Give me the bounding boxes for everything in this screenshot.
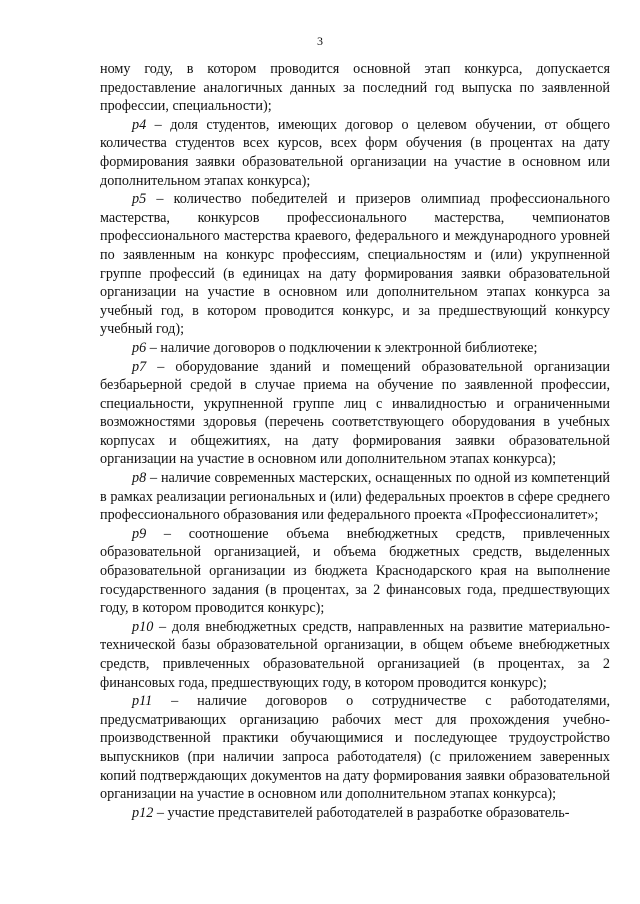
paragraph-p5 <box>100 190 610 339</box>
paragraph-p11 <box>100 692 610 804</box>
term-label: p7 <box>132 358 147 375</box>
paragraph-p4 <box>100 116 610 190</box>
paragraph-text: – участие представителей работодателей в разработке образователь- <box>153 804 570 821</box>
paragraph-text: – наличие современных мастерских, оснащенных по одной из компетенций в рамках реализации региональных и (или) федеральных проектов в сфере среднего профессионального образования или федерального проекта «Профессионалитет»; <box>100 470 610 524</box>
paragraph-text: – наличие договоров о сотрудничестве с работодателями, предусматривающих организацию рабочих мест для прохождения учебно-производственной практики обучающимися и последующее трудоустройство выпускников (при наличии запроса работодателя) (с приложением заверенных копий подтверждающих документов на дату формирования заявки образовательной организации на участие в основном или дополнительном этапах конкурса); <box>100 693 610 803</box>
continuation-paragraph: ному году, в котором проводится основной этап конкурса, допускается предоставление аналогичных данных за последний год выпуска по заявленной профессии, специальности); <box>100 61 610 115</box>
paragraph-text: – доля студентов, имеющих договор о целевом обучении, от общего количества студентов всех курсов, всех форм обучения (в процентах на дату формирования заявки образовательной организации на участие в основном или дополнительном этапах конкурса); <box>100 116 610 189</box>
paragraph-p9 <box>100 525 610 618</box>
term-label: p8 <box>132 470 147 487</box>
term-label: p4 <box>132 116 147 133</box>
paragraph-p8 <box>100 469 610 525</box>
paragraph-text: – количество победителей и призеров олимпиад профессионального мастерства, конкурсов профессионального мастерства, чемпионатов профессионального мастерства краевого, федерального и международного уровней по заявленным на конкурс профессиям, специальностям и (или) укрупненной группе профессий (в единицах на дату формирования заявки образовательной организации на участие в основном или дополнительном этапах конкурса за учебный год, в котором проводится конкурс, и за предшествующий конкурсу учебный год); <box>100 191 610 338</box>
term-label: p12 <box>132 804 154 821</box>
paragraph-p6 <box>100 339 610 358</box>
paragraph-text: – соотношение объема внебюджетных средств, привлеченных образовательной организацией, и объема бюджетных средств, выделенных образовательной организации из бюджета Краснодарского края на выполнение государственного задания (в процентах, за 2 финансовых года, предшествующих году, в котором проводится конкурс); <box>100 525 610 617</box>
paragraph-text: – оборудование зданий и помещений образовательной организации безбарьерной средой в случае приема на обучение по заявленной профессии, специальности, укрупненной группе лиц с инвалидностью и ограниченными возможностями здоровья (перечень соответствующего оборудования в учебных корпусах и общежитиях, на дату формирования заявки образовательной организации на участие в основном или дополнительном этапах конкурса); <box>100 358 610 468</box>
term-label: p10 <box>132 618 154 635</box>
paragraph-p10 <box>100 618 610 692</box>
paragraph-text: – наличие договоров о подключении к электронной библиотеке; <box>146 339 538 356</box>
page-number: 3 <box>317 34 323 48</box>
document-body <box>100 60 610 822</box>
paragraph-p12 <box>100 804 610 823</box>
term-label: p9 <box>132 525 147 542</box>
term-label: p6 <box>132 339 147 356</box>
term-label: p11 <box>132 693 153 710</box>
paragraph-p7 <box>100 358 610 470</box>
term-label: p5 <box>132 191 147 208</box>
paragraph-text: – доля внебюджетных средств, направленных на развитие материально-технической базы образовательной организации, в общем объеме внебюджетных средств, привлеченных образовательной организацией (в процентах, за 2 финансовых года, предшествующих году, в котором проводится конкурс); <box>100 618 610 691</box>
